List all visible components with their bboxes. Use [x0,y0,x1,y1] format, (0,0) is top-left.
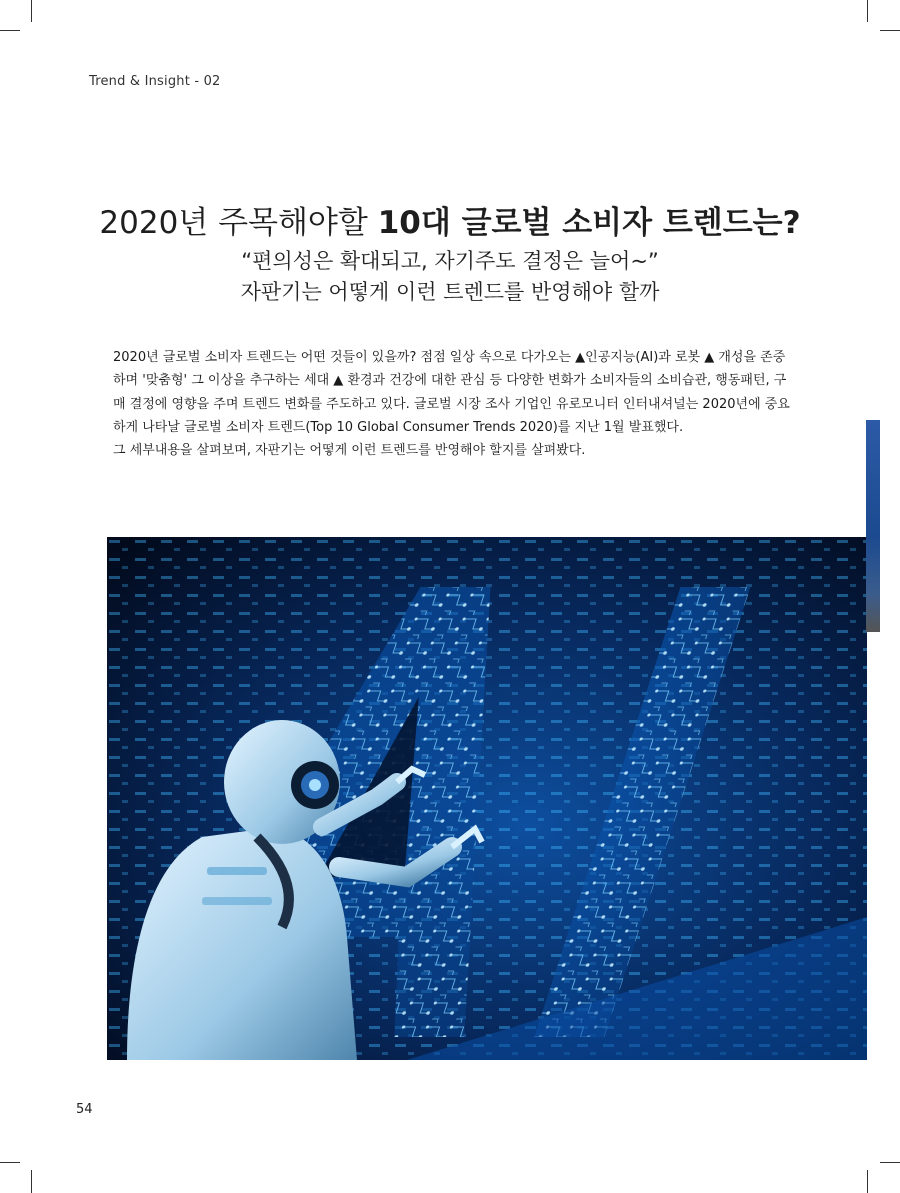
section-header: Trend & Insight - 02 [89,74,221,89]
crop-mark-bottom-right [867,1170,868,1193]
title-prefix: 2020년 주목해야할 [99,205,378,241]
crop-mark-top-right [880,30,900,31]
title-emphasis: 10대 글로벌 소비자 트렌드는? [377,205,801,241]
crop-mark-bottom-left [31,1170,32,1193]
crop-mark-bottom-right [880,1162,900,1163]
ai-robot-photo [107,537,867,1060]
crop-mark-top-left [31,0,32,22]
subtitle-line-2: 자판기는 어떻게 이런 트렌드를 반영해야 할까 [240,280,660,304]
article-title [0,200,900,246]
body-paragraph-2: 그 세부내용을 살펴보며, 자판기는 어떻게 이런 트렌드를 반영해야 할지를 살펴봤다. [113,443,586,459]
side-tab-marker [866,420,880,632]
crop-mark-top-left [0,30,20,31]
page-number: 54 [76,1102,93,1117]
article-title-block [0,200,900,308]
crop-mark-bottom-left [0,1162,20,1163]
crop-mark-top-right [867,0,868,22]
subtitle-line-1: “편의성은 확대되고, 자기주도 결정은 늘어~” [241,249,659,273]
article-body [113,346,793,462]
body-paragraph-1: 2020년 글로벌 소비자 트렌드는 어떤 것들이 있을까? 점점 일상 속으로 다가오는 ▲인공지능(AI)과 로봇 ▲ 개성을 존중하며 '맞춤형' 그 이상을 추구하는 세대 ▲ 환경과 건강에 대한 관심 등 다양한 변화가 소비자들의 소비습관, 행동패턴, 구매 결정에 영향을 주며 트렌드 변화를 주도하고 있다. 글로벌 시장 조사 기업인 유로모니터 인터내셔널는 2020년에 중요하게 나타날 글로벌 소비자 트렌드(Top 10 Global Consumer Trends 2020)를 지난 1월 발표했다. [113,350,790,435]
